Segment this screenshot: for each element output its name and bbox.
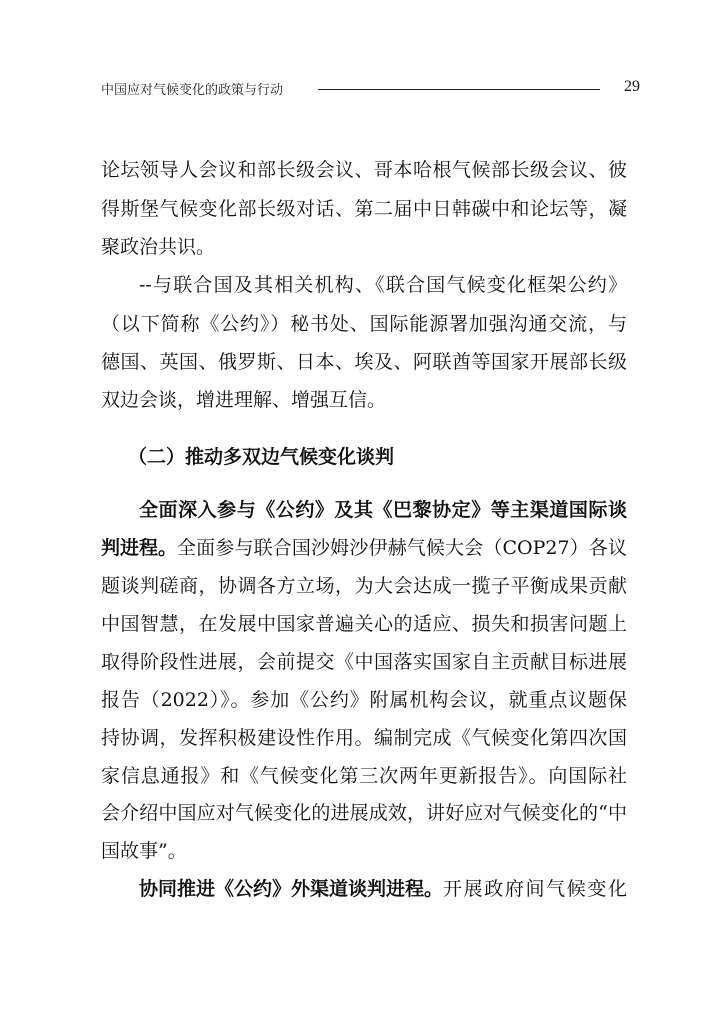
section-heading: （二）推动多双边气候变化谈判 xyxy=(128,446,395,468)
text-line: 中国智慧，在发展中国家普遍关心的适应、损失和损害问题上 xyxy=(101,613,627,635)
header-title: 中国应对气候变化的政策与行动 xyxy=(101,83,284,98)
bold-lead: 协同推进《公约》外渠道谈判进程。 xyxy=(139,878,444,900)
text-line: 论坛领导人会议和部长级会议、哥本哈根气候部长级会议、彼 xyxy=(101,159,627,181)
text-segment: 开展政府间气候变化 xyxy=(443,878,627,900)
page-number: 29 xyxy=(624,78,640,95)
text-line: --与联合国及其相关机构、《联合国气候变化框架公约》 xyxy=(139,274,627,296)
text-line: 题谈判磋商，协调各方立场，为大会达成一揽子平衡成果贡献 xyxy=(101,575,627,597)
text-line: 家信息通报》和《气候变化第三次两年更新报告》。向国际社 xyxy=(101,765,627,787)
text-segment: 全面参与联合国沙姆沙伊赫气候大会（COP27）各议 xyxy=(177,537,627,559)
text-line xyxy=(139,877,627,901)
text-line: （以下简称《公约》）秘书处、国际能源署加强沟通交流，与 xyxy=(101,313,627,335)
text-line: 会介绍中国应对气候变化的进展成效，讲好应对气候变化的“中 xyxy=(101,802,627,824)
text-line: 取得阶段性进展，会前提交《中国落实国家自主贡献目标进展 xyxy=(101,651,627,673)
text-line: 国故事”。 xyxy=(101,840,187,862)
text-line: 德国、英国、俄罗斯、日本、埃及、阿联酋等国家开展部长级 xyxy=(101,351,627,373)
text-line: 聚政治共识。 xyxy=(101,236,216,258)
bold-lead-line: 全面深入参与《公约》及其《巴黎协定》等主渠道国际谈 xyxy=(139,499,627,521)
text-line: 报告（2022）》。参加《公约》附属机构会议，就重点议题保 xyxy=(101,689,627,711)
text-line: 持协调，发挥积极建设性作用。编制完成《气候变化第四次国 xyxy=(101,727,627,749)
text-line xyxy=(101,536,627,560)
bold-lead-end: 判进程。 xyxy=(101,537,178,559)
text-line: 得斯堡气候变化部长级对话、第二届中日韩碳中和论坛等，凝 xyxy=(101,198,627,220)
text-line: 双边会谈，增进理解、增强互信。 xyxy=(101,389,387,411)
header-rule xyxy=(318,89,600,90)
